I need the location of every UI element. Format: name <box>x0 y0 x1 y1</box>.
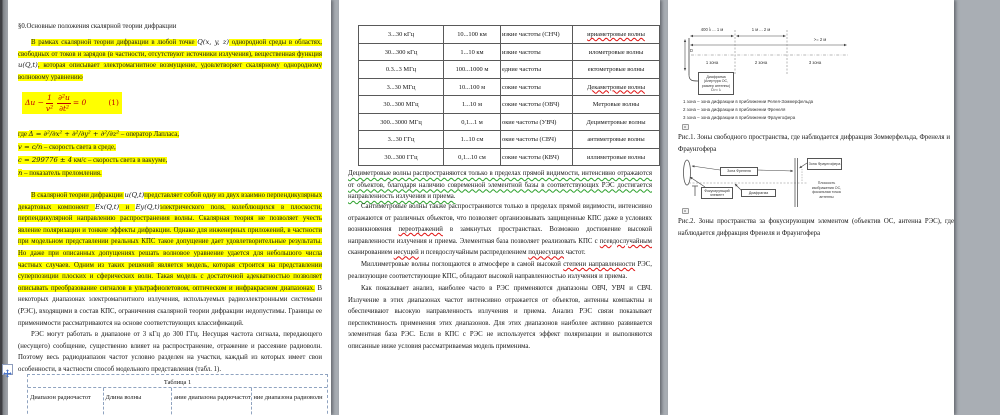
figure-2-caption: Рис.2. Зоны пространства за фокусирующим элементом (объектив ОС, антенна РЭС), где наблюдается дифракция Френеля и Фраунгофера <box>678 218 954 237</box>
table-cell: 100...1000 м <box>444 61 501 79</box>
paragraph-components <box>18 190 322 329</box>
text-segment: в замкнутых пространствах. Возможно достижение высокой направленности излучения и приема. Элементная база позволяет реализовать КПС с <box>348 226 652 245</box>
table-cell: 300...3000 МГц <box>359 114 444 132</box>
paragraph-millimeter-waves <box>348 259 652 282</box>
table-row <box>359 61 660 79</box>
text-segment: степени направленности <box>563 261 636 268</box>
equation-number: (1) <box>108 98 119 108</box>
text-segment: однородной среды в областях, свободных от токов и зарядов (в частности, отсутствуют источники излучения), вещественная функция <box>18 39 323 58</box>
text-segment: c = 299776 ± 4 <box>18 156 73 164</box>
text-segment: где <box>18 131 29 138</box>
text-segment: км/с – скорость света в вакууме, <box>72 157 168 164</box>
definition-speed-medium <box>18 142 322 154</box>
table-cell: антиметровые волны <box>573 131 660 149</box>
table1-header-grid <box>27 374 328 415</box>
text-segment: – скорость света в среде, <box>42 144 116 151</box>
table-cell: 1...10 м <box>444 96 501 114</box>
table-cell: 1...10 см <box>444 131 501 149</box>
text-segment: РЭС, реализующие соответствующие КПС, обладают высокой направленностью излучения и приема. <box>348 261 652 280</box>
table-row <box>359 96 660 114</box>
window-left-edge <box>0 0 8 415</box>
text-segment: представляет собой одну из двух взаимно перпендикулярных декартовых компонент <box>18 192 323 211</box>
definition-laplace <box>18 129 322 141</box>
table-cell: 10...100 м <box>444 79 501 97</box>
fig1-diaphragm-box <box>698 72 734 95</box>
figure-1-caption: Рис.1. Зоны свободного пространства, где наблюдается дифракция Зоммерфельда, Френеля и Фраунгофера <box>678 134 950 153</box>
table-cell: сокие частоты (КВЧ) <box>501 149 573 167</box>
table-cell: 30...300 кГц <box>359 44 444 62</box>
text-segment: псевдослучайным <box>599 237 652 245</box>
text-segment: u(Q,t) <box>124 191 145 199</box>
document-page-3 <box>668 0 954 415</box>
fig1-aperture-d-label: D <box>690 48 694 53</box>
table-cell: иллиметровые волны <box>573 149 660 167</box>
definition-refraction-index <box>18 168 322 180</box>
table-cell: 30...300 МГц <box>359 96 444 114</box>
fig1-zone2-label: 2 зона <box>754 60 768 65</box>
fig1-box-line: размер антенны) <box>701 83 731 88</box>
text-segment: В некоторых диапазонах электромагнитного излучения, используемых радиоэлектронными системами (РЭС), входящими в состав КПС, ограничения скалярной теории дифракции недопустимы. Границы ее применимости рассматриваются на основе соответствующих классификаций. <box>18 284 323 327</box>
text-segment: Ey(Q,t) <box>135 202 160 211</box>
text-segment: Q(x, y, z) <box>197 38 230 46</box>
text-segment: n <box>18 169 23 177</box>
paragraph-res-ranges: РЭС могут работать в диапазоне от 3 кГц до 300 ГГц. Несущая частота сигнала, передающего (несущего) сообщение, существенно влияет на распространение, отражение и рассеяние радиоволн. Поэтому весь радиодиапазон частот условно разделен на участки, каждый из которых имеет свои особенности, в частности способ модельного представления (табл. 1). <box>18 331 322 373</box>
fig1-range-label-1: 400 λ ... 1 м <box>700 27 724 32</box>
table-cell: окие частоты (СВЧ) <box>501 131 573 149</box>
table-cell: изкие частоты <box>501 44 573 62</box>
text-segment: В скалярной теории дифракции <box>31 192 125 199</box>
fig1-range-label-3: >= 2 м <box>813 37 827 42</box>
fig1-box-line: D>= λ <box>711 87 721 92</box>
section-heading: §0.Основные положения скалярной теории дифракции <box>18 23 177 30</box>
table-cell: едние частоты <box>501 61 573 79</box>
text-segment: переотражений <box>398 226 443 234</box>
radio-frequency-table <box>358 25 660 166</box>
table-cell: сокие частоты (ОВЧ) <box>501 96 573 114</box>
text-segment: Δ = ∂²/∂x² + ∂²/∂y² + ∂²/∂z² <box>28 130 120 138</box>
equation-rhs: = 0 <box>72 98 87 108</box>
table-cell: 30...300 ГГц <box>359 149 444 167</box>
text-segment: и псевдослучайным распределением <box>418 249 529 257</box>
fraction-d2u-dt2: $\frac{\text{∂²u}}{\text{∂t²}}$ <box>58 93 70 113</box>
table-row <box>359 44 660 62</box>
table-cell: Дециметровые волны <box>573 114 660 132</box>
fraction-1-over-v2: $\frac{1}{\text{v²}}$ <box>45 93 54 113</box>
figure-1-diagram <box>680 24 870 102</box>
text-segment: несущей <box>393 249 419 257</box>
table-cell: 3...30 МГц <box>359 79 444 97</box>
text-segment: В рамках скалярной теории дифракции в любой точке <box>31 39 198 46</box>
text-segment: электрического поля, колеблющихся в плоскости, перпендикулярной направлению распространения волны. Скалярная теория не позволяет учесть явление поляризации и тонкие эффекты дифракции. Однако для инженерных приложений, в частности при модельном представлении реальных КПС такое допущение дает удовлетворительные результаты. Но даже при описанных допущениях решать волновое уравнение удается для небольшого числа частных случаев. Одним из таких решений является модель, которая строится на представлении суперпозиции плоских и сферических волн. Такая модель с достаточной адекватностью позволяет описывать преобразование сигналов в ультрафиолетовом, оптическом и инфракрасном диапазонах. <box>18 203 322 292</box>
table-row <box>359 131 660 149</box>
table-cell: 0.3...3 МГц <box>359 61 444 79</box>
figure-1-legend <box>683 98 813 122</box>
text-segment: , которая описывает электромагнитное возмущение, удовлетворяет скалярному однородному волновому уравнению <box>18 62 322 81</box>
table-cell: изкие частоты (СНЧ) <box>501 26 573 44</box>
table-cell: сокие частоты <box>501 79 573 97</box>
object-anchor-icon[interactable] <box>682 124 689 130</box>
fig2-image-plane-label: Плоскость изображения ОС, фокальная точка антенны <box>811 181 842 199</box>
figure-2-diagram <box>678 155 858 210</box>
text-segment: частот. <box>564 249 586 257</box>
fig1-box-line: (Апертура ОС, <box>703 79 729 84</box>
paragraph-decimeter-waves: Дециметровые волны распространяются только в пределах прямой видимости, интенсивно отражаются от объектов, благодаря наличию современной элементной базы в соответствующих РЭС достигается направленность излучения и приема. <box>348 170 652 201</box>
paragraph-centimeter-waves <box>348 201 652 259</box>
text-segment: Сантиметровые волны также распространяются только в пределах прямой видимости, интенсивно отражаются от различных объектов, что позволяет организовывать защищенные КПС даже в условиях возникновения <box>348 203 652 234</box>
table1-header-row <box>28 388 327 415</box>
text-segment: Миллиметровые волны поглощаются в атмосфере в самой высокой <box>361 261 564 268</box>
fig1-box-line: Диафрагма <box>706 74 726 79</box>
table-row <box>359 79 660 97</box>
table-row <box>359 26 660 44</box>
table-cell: Метровые волны <box>573 96 660 114</box>
table-cell: 10...100 км <box>444 26 501 44</box>
table1-header-cell: ние диапазона радиоволн <box>253 394 323 401</box>
fig1-range-label-2: 1 м ... 2 м <box>751 27 771 32</box>
fig2-diaphragm-box: Диафрагма <box>741 189 776 197</box>
table-cell: окие частоты (УВЧ) <box>501 114 573 132</box>
table1-header-cell: ание диапазона радиочастот <box>172 388 251 415</box>
table1-header-cell: Длина волны <box>104 388 173 415</box>
text-segment: u(Q,t) <box>18 61 38 70</box>
text-segment: – показатель преломления. <box>22 170 102 177</box>
equation-1 <box>22 92 122 114</box>
table-row <box>359 149 660 167</box>
text-segment: поднесущих <box>528 249 565 257</box>
object-anchor-icon[interactable] <box>682 208 689 214</box>
table-cell: 3...30 кГц <box>359 26 444 44</box>
fig1-zone1-label: 1 зона <box>705 60 719 65</box>
table-row <box>359 114 660 132</box>
text-segment: v = c/n <box>18 143 43 151</box>
text-segment: Декаметровые волны <box>587 83 645 91</box>
fig2-fresnel-zone-box: Зона Френеля <box>720 167 758 176</box>
table1-caption: Таблица 1 <box>28 375 327 388</box>
table-cell: 0,1...10 см <box>444 149 501 167</box>
fig1-legend-line: 2 зона – зона дифракции в приближении Френеля <box>683 107 786 112</box>
table-cell: илометровые волны <box>573 44 660 62</box>
text-segment: сканированием <box>348 249 394 257</box>
fig1-legend-line: 1 зона – зона дифракции в приближении Релея-Зоммерфельда <box>683 99 814 104</box>
text-segment: и <box>119 203 136 211</box>
text-segment: ириаметровые волны <box>587 31 645 38</box>
table1-header-cell: Диапазон радиочастот <box>28 388 104 415</box>
fig1-zone3-label: 3 зона <box>808 60 822 65</box>
table-cell <box>573 26 660 44</box>
fig1-legend-line: 3 зона – зона дифракции в приближении Фраунгофера <box>683 115 796 120</box>
equation-lhs: Δu − <box>25 98 44 108</box>
table-cell: 0,1...1 м <box>444 114 501 132</box>
text-segment: Ex(Q,t) <box>94 202 120 211</box>
four-way-arrow-icon <box>3 369 12 378</box>
paragraph-analysis: Как показывает анализ, наиболее часто в РЭС применяются диапазоны ОВЧ, УВЧ и СВЧ. Излучение в этих диапазонах частот интенсивно отражается от объектов, антенны компактны и обеспечивают высокую направленность излучения и приема. Анализ РЭС связи показывает перспективность применения этих диапазонов. Для этих диапазонов наиболее активно развивается элементная база РЭС. Если в КПС с РЭС не используется эффект поляризации и выполняются описанные ниже условия рассматриваемая модель применима. <box>348 285 652 350</box>
table-cell: ектометровые волны <box>573 61 660 79</box>
fig2-fraunhofer-zone-box: Зона Фраунгофера <box>807 158 842 170</box>
table-cell: 1...10 км <box>444 44 501 62</box>
definition-speed-vacuum <box>18 155 322 167</box>
table-cell <box>573 79 660 97</box>
fig2-focusing-element-box: Фокусирующий элемент <box>701 187 733 199</box>
paragraph-scalar-theory <box>18 37 322 83</box>
table-cell: 3...30 ГГц <box>359 131 444 149</box>
table-move-handle-icon[interactable] <box>2 364 13 375</box>
document-page-2 <box>339 0 660 415</box>
document-page-1 <box>8 0 331 415</box>
text-segment: – оператор Лапласа, <box>119 131 180 138</box>
